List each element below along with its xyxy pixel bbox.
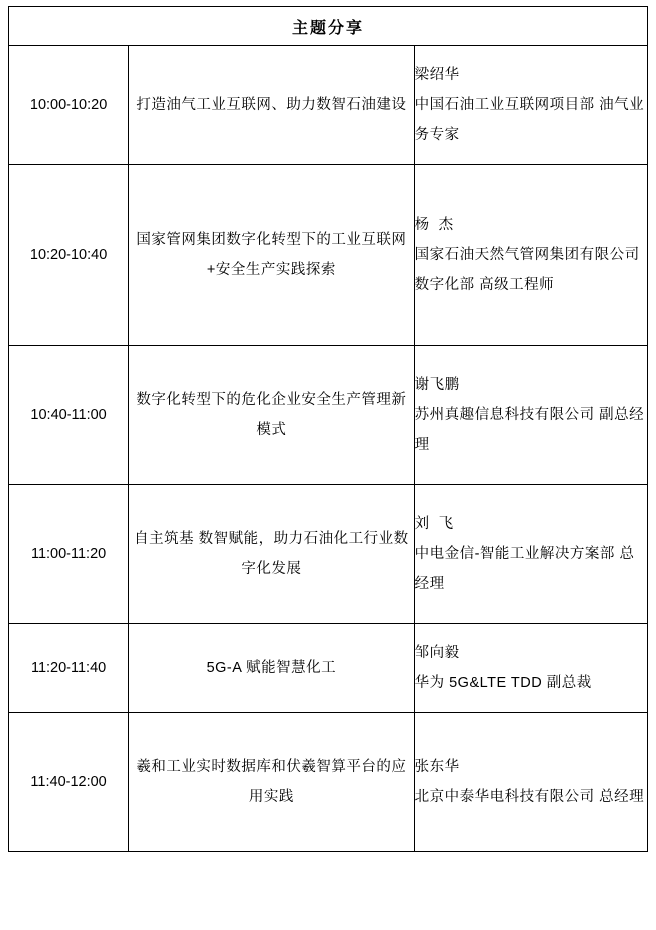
table-row [9, 713, 648, 852]
speaker-name: 谢飞鹏 [414, 377, 460, 393]
row-time: 10:00-10:20 [9, 46, 129, 165]
row-time: 10:40-11:00 [9, 346, 129, 485]
speaker-name: 杨 杰 [414, 217, 454, 233]
row-topic: 数字化转型下的危化企业安全生产管理新模式 [129, 346, 414, 485]
speaker-org: 国家石油天然气管网集团有限公司数字化部 高级工程师 [414, 247, 640, 293]
speaker-name: 张东华 [414, 759, 460, 775]
speaker-org: 中电金信-智能工业解决方案部 总经理 [414, 546, 635, 592]
row-speaker [414, 346, 647, 485]
speaker-name: 梁绍华 [414, 67, 460, 83]
row-time: 11:40-12:00 [9, 713, 129, 852]
speaker-name: 邹向毅 [414, 645, 460, 661]
speaker-org: 苏州真趣信息科技有限公司 副总经理 [414, 407, 645, 453]
row-speaker [414, 485, 647, 624]
row-topic: 打造油气工业互联网、助力数智石油建设 [129, 46, 414, 165]
table-row [9, 346, 648, 485]
table-row [9, 46, 648, 165]
speaker-name: 刘 飞 [414, 516, 454, 532]
row-topic: 羲和工业实时数据库和伏羲智算平台的应用实践 [129, 713, 414, 852]
speaker-org: 华为 5G&LTE TDD 副总裁 [414, 675, 592, 691]
table-row [9, 485, 648, 624]
row-topic: 自主筑基 数智赋能，助力石油化工行业数字化发展 [129, 485, 414, 624]
row-speaker [414, 624, 647, 713]
row-speaker [414, 713, 647, 852]
speaker-org: 中国石油工业互联网项目部 油气业务专家 [414, 97, 645, 143]
table-row [9, 165, 648, 346]
row-time: 11:20-11:40 [9, 624, 129, 713]
row-speaker [414, 46, 647, 165]
speaker-org: 北京中泰华电科技有限公司 总经理 [414, 789, 645, 805]
row-topic: 5G-A 赋能智慧化工 [129, 624, 414, 713]
row-topic: 国家管网集团数字化转型下的工业互联网+安全生产实践探索 [129, 165, 414, 346]
agenda-table [8, 6, 648, 852]
row-speaker [414, 165, 647, 346]
table-title: 主题分享 [9, 7, 648, 46]
row-time: 10:20-10:40 [9, 165, 129, 346]
table-header-row [9, 7, 648, 46]
row-time: 11:00-11:20 [9, 485, 129, 624]
table-row [9, 624, 648, 713]
